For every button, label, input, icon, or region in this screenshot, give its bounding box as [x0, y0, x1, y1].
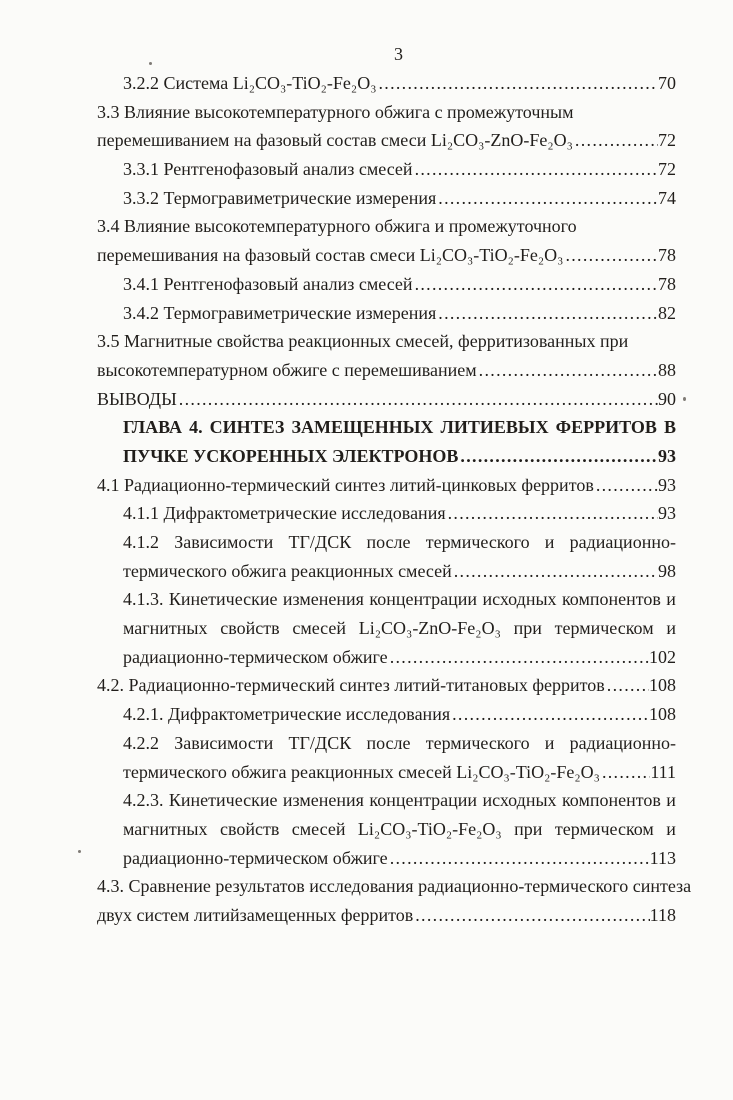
toc-entry-word: концентрации — [369, 790, 478, 811]
toc-entry-word: компонентов — [561, 790, 661, 811]
toc-entry — [97, 585, 676, 614]
toc-entry-word: 4. — [189, 417, 203, 438]
toc-entry — [97, 872, 692, 901]
toc-entry-text: 4.2. Радиационно-термический синтез литий-титановых ферритов — [97, 675, 605, 696]
toc-entry — [97, 270, 676, 299]
dot-leader — [479, 356, 658, 385]
toc-entry — [97, 241, 676, 270]
toc-entry — [97, 212, 676, 241]
toc-entry-word: термического — [425, 532, 530, 552]
toc-entry-text: радиационно-термическом обжиге — [123, 847, 388, 868]
toc-entry — [97, 614, 676, 643]
toc-entry — [97, 671, 676, 700]
toc-entry-text: 4.1 Радиационно-термический синтез литий-цинковых ферритов — [97, 474, 594, 495]
toc-entry-text: 3.4 Влияние высокотемпературного обжига и промежуточного — [97, 216, 577, 237]
toc-entry-text: 3.4.1 Рентгенофазовый анализ смесей — [123, 273, 413, 294]
toc-entry — [97, 155, 676, 184]
toc-entry — [97, 471, 676, 500]
toc-entry-text: перемешивания на фазовый состав смеси Li₂CO₃-TiO₂-Fe₂O₃ — [97, 245, 564, 266]
dot-leader — [415, 270, 658, 299]
toc-entry — [97, 499, 676, 528]
toc-entry-text: 3.3.2 Термогравиметрические измерения — [123, 187, 437, 208]
toc-entry-text: термического обжига реакционных смесей — [123, 560, 452, 581]
toc-entry-word: концентрации — [369, 589, 478, 610]
toc-entry-page: 78 — [658, 245, 676, 266]
toc-entry — [97, 758, 676, 787]
toc-entry — [97, 700, 676, 729]
toc-entry-word: и — [666, 790, 676, 811]
dot-leader — [602, 758, 650, 787]
toc-entry-text: 4.3. Сравнение результатов исследования радиационно-термического синтеза — [97, 876, 692, 897]
toc-entry-word: и — [544, 732, 555, 753]
toc-entry — [97, 786, 676, 815]
toc-entry-word: Зависимости — [174, 532, 274, 552]
toc-entry-page: 90 — [658, 388, 676, 409]
toc-entry-page: 88 — [658, 359, 676, 380]
toc-entry-word: Кинетические — [168, 589, 278, 610]
toc-entry-text: 3.3.1 Рентгенофазовый анализ смесей — [123, 159, 413, 180]
toc-entry-page: 93 — [658, 445, 676, 466]
toc-entry-word: свойств — [219, 818, 280, 839]
toc-entry-word: термического — [425, 732, 530, 753]
dot-leader — [596, 471, 658, 500]
toc-entry — [97, 643, 676, 672]
toc-entry-word: 4.2.3. — [123, 790, 164, 811]
toc-entry — [97, 844, 676, 873]
toc-entry-word: Li₂CO₃-ZnO-Fe₂O₃ — [358, 618, 501, 639]
toc-entry-page: 108 — [649, 675, 676, 696]
dot-leader — [565, 241, 658, 270]
toc-entry-page: 111 — [650, 761, 676, 782]
toc-entry-word: смесей — [291, 818, 346, 839]
toc-entry — [97, 442, 676, 471]
toc-entry-word: магнитных — [123, 618, 208, 639]
toc-entry — [97, 815, 676, 844]
toc-entry-word: при — [514, 818, 543, 839]
toc-entry-page: 113 — [649, 847, 676, 868]
toc-entry-page: 72 — [658, 130, 676, 151]
toc-entry-word: ЗАМЕЩЕННЫХ — [291, 417, 434, 438]
toc-entry-word: при — [513, 618, 542, 639]
dot-leader — [415, 901, 649, 930]
dot-leader — [438, 299, 658, 328]
dot-leader — [448, 499, 658, 528]
toc-entry-page: 118 — [649, 904, 676, 925]
toc-entry-word: свойств — [220, 618, 280, 639]
scan-speck — [149, 62, 152, 65]
toc-entry-word: Зависимости — [174, 732, 274, 753]
toc-entry-text: 3.2.2 Система Li₂CO₃-TiO₂-Fe₂O₃ — [123, 73, 377, 93]
dot-leader — [390, 844, 650, 873]
toc-entry-text: термического обжига реакционных смесей Li₂CO₃-TiO₂-Fe₂O₃ — [123, 761, 600, 782]
toc-entry-text: радиационно-термическом обжиге — [123, 646, 388, 667]
toc-entry — [97, 126, 676, 155]
toc-entry-page: 93 — [658, 503, 676, 524]
toc-entry-word: ГЛАВА — [123, 417, 183, 438]
toc-entry-word: после — [366, 732, 411, 753]
toc-entry-word: после — [366, 532, 411, 552]
toc-entry-word: радиационно- — [569, 732, 676, 753]
toc-entry-page: 74 — [658, 187, 676, 208]
toc-entry — [97, 69, 676, 98]
toc-entry-word: компонентов — [561, 589, 661, 610]
toc-entry-text: 3.5 Магнитные свойства реакционных смесей, ферритизованных при — [97, 331, 629, 352]
toc-entry-text: высокотемпературном обжиге с перемешиванием — [97, 359, 477, 380]
toc-entry — [97, 299, 676, 328]
toc-entry-text: 3.4.2 Термогравиметрические измерения — [123, 302, 437, 323]
toc-entry-word: исходных — [482, 589, 557, 610]
toc-entry-word: магнитных — [123, 818, 208, 839]
toc-entry — [97, 901, 676, 930]
toc-entry-text: ВЫВОДЫ — [97, 388, 177, 409]
toc-entry — [97, 327, 676, 356]
toc-entry-word: и — [666, 618, 676, 639]
toc-entry-page: 70 — [658, 73, 676, 93]
toc-entry — [97, 528, 676, 557]
toc-entry-word: 4.2.2 — [123, 732, 159, 753]
toc-entry-word: изменения — [282, 790, 364, 811]
toc-entry-text: ПУЧКЕ УСКОРЕННЫХ ЭЛЕКТРОНОВ — [123, 445, 459, 466]
toc-entry-word: изменения — [282, 589, 364, 610]
dot-leader — [575, 126, 658, 155]
toc-entry-page: 82 — [658, 302, 676, 323]
toc-entry — [97, 557, 676, 586]
toc-entry — [97, 385, 676, 414]
toc-entry-page: 72 — [658, 159, 676, 180]
dot-leader — [607, 671, 649, 700]
dot-leader — [179, 385, 658, 414]
dot-leader — [454, 557, 658, 586]
toc-entry-word: исходных — [482, 790, 557, 811]
toc-entry-word: ЛИТИЕВЫХ — [440, 417, 549, 438]
dot-leader — [390, 643, 649, 672]
toc-entry — [97, 729, 676, 758]
toc — [97, 69, 692, 930]
dot-leader — [460, 442, 658, 471]
toc-entry-word: В — [663, 417, 676, 438]
toc-entry-page: 108 — [649, 704, 676, 725]
toc-entry — [97, 413, 676, 442]
toc-entry-text: перемешиванием на фазовый состав смеси Li₂CO₃-ZnO-Fe₂O₃ — [97, 130, 573, 151]
toc-entry-page: 102 — [649, 646, 676, 667]
toc-entry-word: термическом — [554, 818, 654, 839]
dot-leader — [378, 69, 658, 98]
toc-entry-text: 4.2.1. Дифрактометрические исследования — [123, 704, 451, 725]
toc-entry-word: 4.1.2 — [123, 532, 159, 552]
toc-entry-word: ТГ/ДСК — [288, 532, 352, 552]
toc-entry-page: 78 — [658, 273, 676, 294]
toc-entry-word: Li₂CO₃-TiO₂-Fe₂O₃ — [357, 818, 502, 839]
toc-entry-word: СИНТЕЗ — [209, 417, 285, 438]
toc-entry — [97, 98, 676, 127]
toc-entry-word: и — [544, 532, 555, 552]
toc-entry-text: двух систем литийзамещенных ферритов — [97, 904, 414, 925]
scan-speck — [683, 397, 686, 401]
scan-speck — [78, 850, 81, 853]
toc-entry-word: и — [666, 589, 676, 610]
toc-entry-word: радиационно- — [569, 532, 676, 552]
toc-entry-text: 3.3 Влияние высокотемпературного обжига с промежуточным — [97, 101, 574, 122]
toc-entry-text: 4.1.1 Дифрактометрические исследования — [123, 503, 446, 524]
toc-entry-word: Кинетические — [168, 790, 278, 811]
toc-entry-word: смесей — [292, 618, 347, 639]
toc-entry-page: 98 — [658, 560, 676, 581]
toc-entry-word: ТГ/ДСК — [288, 732, 352, 753]
toc-entry-word: 4.1.3. — [123, 589, 164, 610]
toc-entry-word: и — [666, 818, 676, 839]
dot-leader — [452, 700, 649, 729]
toc-entry — [97, 356, 676, 385]
toc-entry-word: термическом — [554, 618, 654, 639]
toc-entry — [97, 184, 676, 213]
toc-entry-page: 93 — [658, 474, 676, 495]
page-number: 3 — [394, 44, 404, 64]
dot-leader — [438, 184, 658, 213]
toc-entry-word: ФЕРРИТОВ — [555, 417, 657, 438]
dot-leader — [415, 155, 658, 184]
